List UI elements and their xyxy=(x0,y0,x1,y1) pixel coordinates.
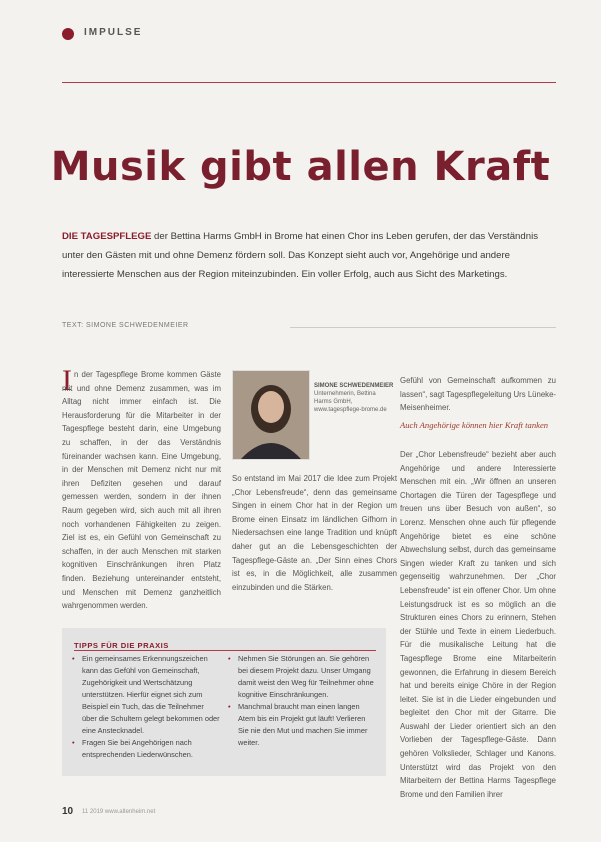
lead-keyword: DIE TAGESPFLEGE xyxy=(62,231,152,242)
author-credit: TEXT: SIMONE SCHWEDENMEIER xyxy=(62,322,189,329)
article-subheading: Auch Angehörige können hier Kraft tanken xyxy=(400,420,549,430)
tips-right-column xyxy=(228,653,378,749)
tip-item: • Manchmal braucht man einen langen Atem bis ein Projekt gut läuft! Verlieren Sie nie den Mut und machen Sie immer weiter. xyxy=(228,701,378,749)
section-icon xyxy=(62,28,74,40)
tips-left-column xyxy=(72,653,220,761)
tip-item: • Ein gemeinsames Erkennungszeichen kann das Gefühl von Gemeinschaft, Zugehörigkeit und Wertschätzung unterstützen. Hierfür eignet sich zum Beispiel ein Tuch, das die Teilnehmer über die Schultern gelegt bekommen oder eine Anstecknadel. xyxy=(72,653,220,737)
article-title: Musik gibt allen Kraft xyxy=(50,144,551,190)
article-column-2: So entstand im Mai 2017 die Idee zum Projekt „Chor Lebensfreude“, denn das gemeinsame Singen in einem Chor hat in der Region um Brome einen Einsatz im ländlichen Gifhorn in Niedersachsen eine lange Tradition und knüpft daher gut an die Lebensgeschichten der Tagespflege-Gäste an. „Der Sinn eines Chors ist es, in die Möglichkeit, alle zusammen einzubinden und die Stärken. xyxy=(232,474,397,592)
article-column-1: n der Tagespflege Brome kommen Gäste mit und ohne Demenz zusammen, was im Alltag nicht immer einfach ist. Die Herausforderung für die Mitarbeiter in der Tagespflege besteht darin, eine Umgebung zu schaffen, in der das Verständnis füreinander wachsen kann. Eine Umgebung, in der Menschen mit Demenz nicht nur mit ihren Defiziten gesehen und darauf gemessen werden, sondern in der ihnen Raum gegeben wird, sich auch mit all ihren noch vorhandenen Fähigkeiten zu zeigen. Ziel ist es, ein Gefühl von Gemeinschaft zu schaffen, in der auch Menschen mit starken kognitiven Einschränkungen ihren Platz finden. Beziehung untereinander entsteht, und Menschen mit Demenz ganzheitlich wahrgenommen werden. xyxy=(62,370,221,611)
article-column-3-top: Gefühl von Gemeinschaft aufkommen zu lassen“, sagt Tagespflegeleitung Urs Lüneke-Meisenheimer. xyxy=(400,376,556,413)
tips-divider xyxy=(74,650,376,651)
author-photo xyxy=(232,370,310,460)
caption-name: SIMONE SCHWEDENMEIER xyxy=(314,383,394,389)
section-label: IMPULSE xyxy=(84,27,143,38)
tip-item: • Nehmen Sie Störungen an. Sie gehören bei diesem Projekt dazu. Unser Umgang damit weist den Weg für Teilnehmer ohne kognitive Einschränkungen. xyxy=(228,653,378,701)
article-column-3: Der „Chor Lebensfreude“ bezieht aber auch Angehörige und andere Interessierte Menschen mit ein. „Wir öffnen an unseren Chortagen die Türen der Tagespflege und freuen uns über Besuch von außen“, so Lorenz. Menschen ohne auch für pflegende Angehörige bietet es eine schöne Abwechslung selbst, durch das gemeinsame Singen wieder Kraft zu tanken und sich gegenseitig wahrzunehmen. Der „Chor Lebensfreude“ ist ein offener Chor. Um ohne Leistungsdruck ist es so möglich an die Strukturen eines Chors zu erinnern, Stehen der Stühle und Texte in einem Liederbuch. Für die musikalische Leitung hat die Tagespflege Brome eine Mitarbeiterin gewonnen, die Erfahrung in diesem Bereich hat und bereits einige Chöre in der Region leitet. Sie ist in die Lieder eingebunden und begleitet den Chor mit der Gitarre. Die Auswahl der Lieder orientiert sich an den Vorlieben der Tagespflege-Gäste. Dann gehören Volkslieder, Schlager und Kanons. Unterstützt wird das Projekt von den Mitarbeitern der Bettina Harms Tagespflege Brome und den Familien ihrer xyxy=(400,450,556,799)
drop-cap: I xyxy=(62,364,72,397)
tip-item: • Fragen Sie bei Angehörigen nach entsprechenden Liederwünschen. xyxy=(72,737,220,761)
tips-title: TIPPS FÜR DIE PRAXIS xyxy=(74,641,169,650)
credit-divider xyxy=(290,327,556,328)
lead-text: der Bettina Harms GmbH in Brome hat einen Chor ins Leben gerufen, der das Verständnis unter den Gästen mit und ohne Demenz fördern soll. Das Konzept sieht auch vor, Angehörige und andere interessierte Menschen aus der Region miteinzubinden. Ein voller Erfolg, auch aus Sicht des Marketings. xyxy=(62,231,538,280)
photo-caption xyxy=(314,382,394,414)
page-number: 10 xyxy=(62,806,74,817)
header-divider xyxy=(62,82,556,83)
caption-role: Unternehmerin, Bettina Harms GmbH, www.tagespflege-brome.de xyxy=(314,391,387,413)
footer-text: 11 2019 www.altenheim.net xyxy=(82,809,156,815)
lead-paragraph xyxy=(62,227,556,284)
